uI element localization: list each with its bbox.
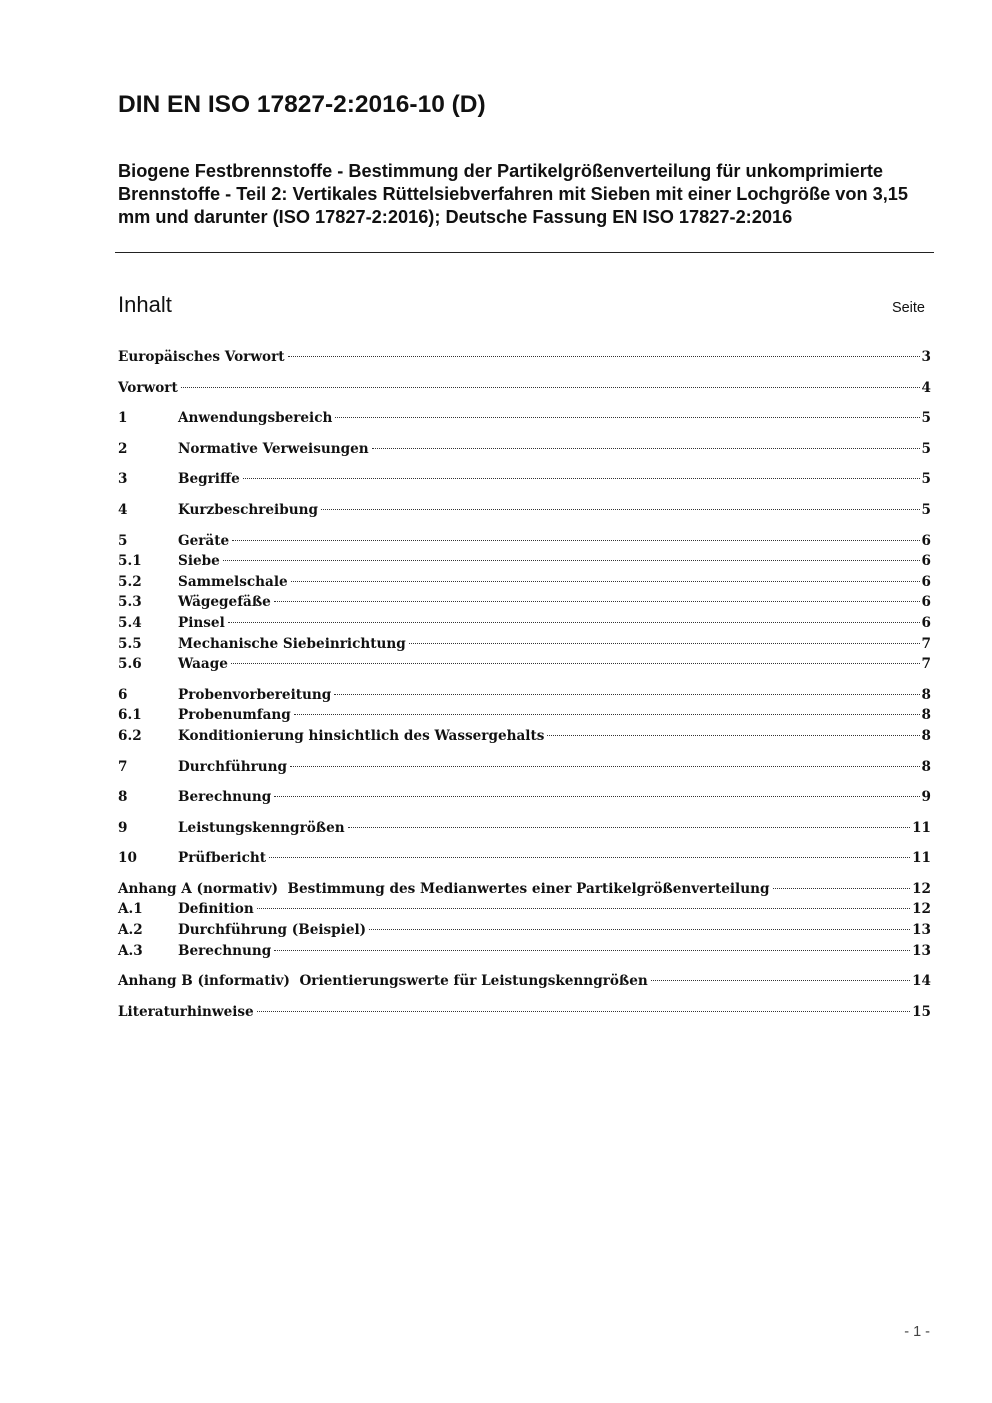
toc-leader-dots — [372, 448, 920, 449]
toc-entry-number: 5.2 — [118, 573, 142, 590]
toc-entry-section-6[interactable] — [118, 685, 931, 706]
toc-entry-title: Begriffe — [178, 471, 240, 488]
toc-entry-page: 6 — [921, 532, 931, 549]
toc-entry-section-6-2[interactable] — [118, 726, 931, 747]
toc-entry-number: A.2 — [118, 922, 143, 939]
toc-entry-title: Normative Verweisungen — [178, 440, 369, 457]
toc-entry-page: 5 — [921, 410, 931, 427]
toc-entry-title: Anhang A (normativ) Bestimmung des Medianwertes einer Partikelgrößenverteilung — [118, 880, 770, 897]
toc-leader-dots — [231, 663, 920, 664]
toc-entry-title: Kurzbeschreibung — [178, 501, 318, 518]
toc-entry-page: 15 — [912, 1003, 931, 1020]
toc-leader-dots — [288, 356, 920, 357]
toc-entry-annex-a-2[interactable] — [118, 920, 931, 941]
toc-entry-section-2[interactable] — [118, 439, 931, 460]
toc-entry-number: 6 — [118, 686, 128, 703]
table-of-contents — [118, 347, 931, 1022]
toc-entry-number: 5.6 — [118, 656, 142, 673]
toc-leader-dots — [291, 581, 920, 582]
toc-entry-title: Pinsel — [178, 614, 225, 631]
toc-entry-number: 5.1 — [118, 553, 142, 570]
toc-entry-title: Literaturhinweise — [118, 1003, 254, 1020]
toc-leader-dots — [257, 1011, 910, 1012]
toc-leader-dots — [334, 694, 919, 695]
toc-entry-title: Durchführung — [178, 758, 288, 775]
toc-entry-number: 5 — [118, 532, 128, 549]
toc-leader-dots — [773, 888, 911, 889]
toc-entry-section-5[interactable] — [118, 531, 931, 552]
toc-entry-title: Sammelschale — [178, 573, 288, 590]
toc-entry-section-9[interactable] — [118, 818, 931, 839]
toc-entry-title: Probenumfang — [178, 707, 291, 724]
toc-entry-page: 8 — [921, 686, 931, 703]
toc-entry-number: A.3 — [118, 942, 143, 959]
toc-entry-title: Anhang B (informativ) Orientierungswerte für Leistungskenngrößen — [118, 973, 648, 990]
page-number: - 1 - — [904, 1324, 930, 1340]
toc-entry-page: 8 — [921, 707, 931, 724]
toc-entry-section-3[interactable] — [118, 469, 931, 490]
toc-entry-number: 5.3 — [118, 594, 142, 611]
toc-entry-page: 8 — [921, 727, 931, 744]
toc-entry-number: A.1 — [118, 901, 143, 918]
toc-entry-bibliography[interactable] — [118, 1002, 931, 1023]
document-title: DIN EN ISO 17827-2:2016-10 (D) — [118, 91, 486, 118]
toc-entry-page: 11 — [912, 850, 931, 867]
toc-entry-section-5-1[interactable] — [118, 551, 931, 572]
toc-entry-title: Durchführung (Beispiel) — [178, 922, 367, 939]
toc-entry-section-8[interactable] — [118, 787, 931, 808]
toc-leader-dots — [257, 908, 910, 909]
toc-leader-dots — [294, 714, 920, 715]
toc-leader-dots — [228, 622, 920, 623]
toc-leader-dots — [274, 796, 919, 797]
toc-entry-number: 10 — [118, 850, 137, 867]
toc-entry-number: 7 — [118, 758, 128, 775]
toc-entry-page: 4 — [921, 379, 931, 396]
toc-entry-page: 6 — [921, 614, 931, 631]
toc-leader-dots — [409, 643, 920, 644]
toc-entry-page: 8 — [921, 758, 931, 775]
toc-entry-title: Berechnung — [178, 789, 272, 806]
toc-entry-page: 11 — [912, 819, 931, 836]
toc-entry-page: 5 — [921, 440, 931, 457]
toc-entry-number: 5.4 — [118, 614, 142, 631]
toc-entry-page: 7 — [921, 635, 931, 652]
toc-entry-section-10[interactable] — [118, 848, 931, 869]
toc-entry-number: 4 — [118, 501, 128, 518]
toc-leader-dots — [651, 980, 910, 981]
toc-entry-section-5-3[interactable] — [118, 592, 931, 613]
toc-entry-page: 5 — [921, 501, 931, 518]
toc-entry-title: Waage — [178, 656, 228, 673]
toc-entry-title: Mechanische Siebeinrichtung — [178, 635, 406, 652]
toc-leader-dots — [369, 929, 910, 930]
toc-entry-title: Europäisches Vorwort — [118, 349, 285, 365]
toc-entry-title: Berechnung — [178, 942, 272, 959]
toc-entry-page: 7 — [921, 656, 931, 673]
toc-leader-dots — [321, 509, 920, 510]
toc-entry-page: 3 — [921, 349, 931, 365]
toc-entry-foreword[interactable] — [118, 378, 931, 399]
toc-entry-page: 13 — [912, 922, 931, 939]
toc-entry-number: 3 — [118, 471, 128, 488]
toc-entry-annex-a[interactable] — [118, 879, 931, 900]
toc-entry-number: 8 — [118, 789, 128, 806]
toc-entry-annex-a-3[interactable] — [118, 941, 931, 962]
toc-entry-title: Vorwort — [118, 379, 178, 396]
toc-entry-page: 6 — [921, 553, 931, 570]
toc-entry-title: Leistungskenngrößen — [178, 819, 345, 836]
toc-page-column-label: Seite — [891, 300, 925, 316]
toc-entry-number: 2 — [118, 440, 128, 457]
toc-entry-page: 6 — [921, 573, 931, 590]
toc-entry-number: 6.1 — [118, 707, 142, 724]
toc-entry-page: 12 — [912, 880, 931, 897]
toc-entry-annex-a-1[interactable] — [118, 899, 931, 920]
toc-entry-title: Wägegefäße — [178, 594, 271, 611]
toc-entry-section-7[interactable] — [118, 757, 931, 778]
toc-leader-dots — [348, 827, 910, 828]
toc-entry-number: 5.5 — [118, 635, 142, 652]
toc-entry-number: 6.2 — [118, 727, 142, 744]
toc-entry-section-5-2[interactable] — [118, 572, 931, 593]
toc-entry-number: 1 — [118, 410, 128, 427]
toc-entry-section-4[interactable] — [118, 500, 931, 521]
toc-entry-title: Siebe — [178, 553, 220, 570]
toc-heading: Inhalt — [118, 292, 172, 317]
toc-entry-page: 14 — [912, 973, 931, 990]
toc-entry-page: 5 — [921, 471, 931, 488]
toc-entry-section-5-5[interactable] — [118, 634, 931, 655]
toc-leader-dots — [274, 601, 920, 602]
toc-entry-section-5-4[interactable] — [118, 613, 931, 634]
toc-entry-title: Prüfbericht — [178, 850, 267, 867]
toc-entry-page: 13 — [912, 942, 931, 959]
toc-leader-dots — [232, 540, 919, 541]
toc-entry-title: Konditionierung hinsichtlich des Wassergehalts — [178, 727, 545, 744]
toc-leader-dots — [290, 766, 919, 767]
toc-leader-dots — [335, 417, 919, 418]
toc-entry-european-foreword[interactable] — [118, 347, 931, 368]
toc-leader-dots — [274, 950, 910, 951]
toc-entry-section-5-6[interactable] — [118, 654, 931, 675]
toc-entry-number: 9 — [118, 819, 128, 836]
toc-entry-page: 6 — [921, 594, 931, 611]
toc-entry-page: 12 — [912, 901, 931, 918]
toc-leader-dots — [243, 478, 920, 479]
toc-entry-title: Anwendungsbereich — [178, 410, 333, 427]
toc-entry-title: Geräte — [178, 532, 230, 549]
toc-leader-dots — [269, 857, 910, 858]
toc-leader-dots — [223, 560, 920, 561]
document-subtitle: Biogene Festbrennstoffe - Bestimmung der Partikelgrößenverteilung für unkomprimierte Brennstoffe - Teil 2: Vertikales Rüttelsiebverfahren mit Sieben mit einer Lochgröße von 3,15 mm und darunter (ISO 17827-2:2016); Deutsche Fassung EN ISO 17827-2:2016 — [118, 161, 909, 227]
toc-entry-title: Definition — [178, 901, 254, 918]
toc-entry-section-1[interactable] — [118, 408, 931, 429]
title-divider — [115, 252, 934, 253]
toc-entry-title: Probenvorbereitung — [178, 686, 332, 703]
toc-entry-annex-b[interactable] — [118, 971, 931, 992]
toc-entry-page: 9 — [921, 789, 931, 806]
toc-leader-dots — [547, 735, 919, 736]
toc-leader-dots — [181, 387, 920, 388]
toc-entry-section-6-1[interactable] — [118, 705, 931, 726]
